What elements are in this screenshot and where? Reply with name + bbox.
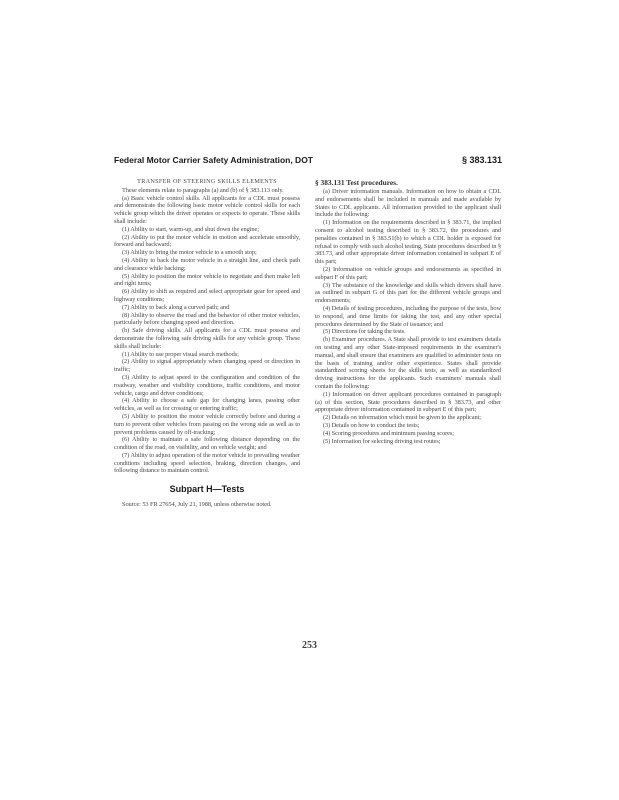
source-note: Source: 53 FR 27654, July 21, 1988, unless otherwise noted. — [122, 501, 272, 509]
right-paragraph: (5) Directions for taking the tests. — [323, 328, 406, 336]
subpart-title: Subpart H—Tests — [169, 484, 245, 495]
right-paragraph: (3) Details on how to conduct the tests; — [323, 421, 420, 429]
left-paragraph: (5) Ability to position the motor vehicle correctly before and during a turn to prevent other vehicles from passing on the wrong side as well as to prevent problems caused by off-tracking; — [114, 412, 300, 436]
right-paragraph: (3) The substance of the knowledge and skills which drivers shall have as outlined in subpart G of this part for the different vehicle groups and endorsements; — [315, 281, 501, 305]
right-paragraph: (4) Scoring procedures and minimum passing scores; — [323, 429, 454, 437]
left-paragraph: (1) Ability to start, warm-up, and shut down the engine; — [122, 225, 259, 233]
right-paragraph: (a) Driver information manuals. Information on how to obtain a CDL and endorsements shall be included in manuals and made available by States to CDL applicants. All information provided to the applicant shall include the following: — [315, 188, 501, 219]
right-paragraph: (5) Information for selecting driving test routes; — [323, 437, 441, 445]
left-paragraph: (1) Ability to use proper visual search methods; — [122, 350, 239, 358]
left-paragraph: (3) Ability to adjust speed to the configuration and condition of the roadway, weather and visibility conditions, traffic conditions, and motor vehicle, cargo and driver conditions; — [114, 373, 300, 397]
right-column — [315, 178, 501, 445]
left-paragraph: (6) Ability to shift as required and select appropriate gear for speed and highway conditions; — [114, 288, 300, 303]
right-paragraph: (2) Information on vehicle groups and endorsements as specified in subpart F of this part; — [315, 265, 501, 281]
running-head-title: Federal Motor Carrier Safety Administration, DOT — [114, 155, 313, 165]
right-paragraph: (1) Information on driver applicant procedures contained in paragraph (a) of this section, State procedures described in § 383.73, and other appropriate driver information contained in subpart E of this part; — [315, 390, 501, 414]
left-column-heading: TRANSFER OF STEERING SKILLS ELEMENTS — [137, 178, 277, 185]
right-paragraph: (1) Information on the requirements described in § 383.71, the implied consent to alcohol testing described in § 383.72, the procedures and penalties contained in § 383.51(b) to which a CDL holder is exposed for refusal to comply with such alcohol testing, State procedures described in § 383.73, and other appropriate driver information contained in subpart E of this part; — [315, 219, 501, 266]
running-header — [114, 155, 502, 169]
section-number: § 383.131 — [461, 155, 502, 165]
left-paragraph: (a) Basic vehicle control skills. All applicants for a CDL must possess and demonstrate the following basic motor vehicle control skills for each vehicle group which the driver operates or expects to operate. These skills shall include: — [114, 194, 300, 225]
right-paragraph: (2) Details on information which must be given to the applicant; — [323, 414, 481, 422]
right-paragraph: (4) Details of testing procedures, including the purpose of the tests, how to respond, and time limits for taking the test, and any other special procedures determined by the State of issuance; and — [315, 304, 501, 328]
left-paragraph: (6) Ability to maintain a safe following distance depending on the condition of the road, on visibility, and on vehicle weight; and — [114, 436, 300, 452]
left-paragraph: (7) Ability to back along a curved path; and — [122, 303, 230, 311]
page-number: 253 — [302, 640, 317, 651]
left-paragraph: (2) Ability to signal appropriately when changing speed or direction in traffic; — [114, 358, 300, 374]
left-column — [114, 178, 300, 509]
left-paragraph: (4) Ability to back the motor vehicle in a straight line, and check path and clearance while backing; — [114, 256, 300, 272]
right-paragraph: (b) Examiner procedures. A State shall provide to test examiners details on testing and any other State-imposed requirements in the examiner's manual, and shall ensure that examiners are qualified to administer tests on the basis of training and/or other experience. States shall provide standardized scoring sheets for the skills tests, as well as standardized driving instructions for the applicants. Such examiners' manuals shall contain the following: — [315, 336, 501, 390]
left-paragraph: (3) Ability to bring the motor vehicle to a smooth stop; — [122, 249, 257, 257]
left-paragraph: (5) Ability to position the motor vehicle to negotiate and then make left and right turns; — [114, 272, 300, 288]
left-paragraph: These elements relate to paragraphs (a) and (b) of § 383.113 only. — [122, 186, 284, 194]
left-paragraph: (7) Ability to adjust operation of the motor vehicle to prevailing weather conditions including speed selection, braking, direction changes, and following distance to maintain control. — [114, 451, 300, 475]
left-paragraph: (b) Safe driving skills. All applicants for a CDL must possess and demonstrate the following safe driving skills for any vehicle group. These skills shall include: — [114, 327, 300, 350]
left-paragraph: (8) Ability to observe the road and the behavior of other motor vehicles, particularly before changing speed and direction. — [114, 311, 300, 327]
left-paragraph: (4) Ability to choose a safe gap for changing lanes, passing other vehicles, as well as for crossing or entering traffic; — [114, 397, 300, 413]
left-paragraph: (2) Ability to put the motor vehicle in motion and accelerate smoothly, forward and backward; — [114, 233, 300, 249]
section-title: § 383.131 Test procedures. — [315, 178, 398, 187]
